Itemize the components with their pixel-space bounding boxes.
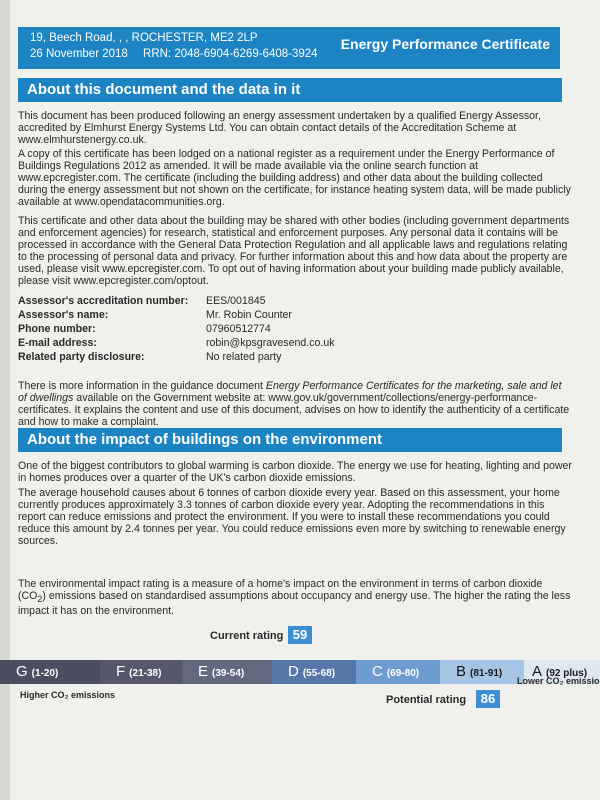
band-f [100, 660, 182, 684]
impact-paragraph-3 [18, 578, 573, 617]
certificate-header-bar [18, 27, 560, 69]
assessor-label: E-mail address: [18, 337, 97, 349]
guidance-text-end: available on the Government website at: www.gov.uk/government/collections/energy-performance-certificates. It explains the content and use of this document, advises on how to identify the authenticity of a certificate and how to make a complaint. [18, 392, 570, 428]
band-range: (55-68) [302, 668, 336, 679]
band-e [182, 660, 272, 684]
assessor-value: EES/001845 [206, 295, 266, 307]
potential-rating-badge: 86 [476, 690, 500, 708]
assessor-row [18, 294, 573, 308]
impact-paragraph-2: The average household causes about 6 tonnes of carbon dioxide every year. Based on this assessment, your home currently produces approximately 3.3 tonnes of carbon dioxide every year. Adopting the recommendations in this report can reduce emissions and protect the environment. If you were to install these recommendations you could reduce this amount by 2.4 tonnes per year. You could reduce emissions even more by switching to renewable energy sources. [18, 487, 566, 547]
current-rating-label: Current rating [210, 630, 284, 642]
assessor-row [18, 308, 573, 322]
band-range: (92 plus) [546, 668, 588, 679]
band-letter: E [198, 663, 209, 680]
higher-emissions-label: Higher CO₂ emissions [20, 690, 116, 700]
certificate-title: Energy Performance Certificate [340, 36, 550, 52]
band-letter: A [532, 663, 543, 680]
band-letter: D [288, 663, 299, 680]
guidance-document-title: Energy Performance Certificates for the marketing, sale and let of dwellings [18, 380, 562, 404]
certificate-date: 26 November 2018 [30, 48, 128, 60]
assessor-row [18, 350, 573, 364]
guidance-text-start: There is more information in the guidance document [18, 380, 266, 392]
band-range: (1-20) [31, 668, 59, 679]
band-c [356, 660, 440, 684]
band-letter: C [372, 663, 383, 680]
about-paragraph-2: A copy of this certificate has been lodged on a national register as a requirement under the Energy Performance of Buildings Regulations 2012 as amended. It will be made available via the online search function at www.epcregister.com. The certificate (including the building address) and other data about the building collected during the energy assessment but not shown on the certificate, for instance heating system data, will be made publicly available at www.opendatacommunities.org. [18, 148, 571, 208]
assessor-label: Related party disclosure: [18, 351, 145, 363]
band-range: (69-80) [386, 668, 420, 679]
about-paragraph-1: This document has been produced following an energy assessment undertaken by a qualified Energy Assessor, accredited by Elmhurst Energy Systems Ltd. You can obtain contact details of the Accreditation Scheme at www.elmhurstenergy.co.uk. [18, 110, 541, 146]
band-letter: B [456, 663, 467, 680]
band-range: (21-38) [129, 668, 162, 679]
band-d [272, 660, 356, 684]
band-range: (39-54) [212, 668, 245, 679]
assessor-label: Assessor's name: [18, 309, 109, 321]
certificate-rrn: RRN: 2048-6904-6269-6408-3924 [143, 48, 318, 60]
assessor-label: Phone number: [18, 323, 96, 335]
assessor-row [18, 336, 573, 350]
impact-paragraph-1: One of the biggest contributors to global warming is carbon dioxide. The energy we use for heating, lighting and power in homes produces over a quarter of the UK's carbon dioxide emissions. [18, 460, 572, 484]
assessor-label: Assessor's accreditation number: [18, 295, 189, 307]
band-g [0, 660, 100, 684]
co2-subscript: 2 [37, 594, 43, 605]
property-address: 19, Beech Road, , , ROCHESTER, ME2 2LP [30, 32, 258, 44]
assessor-details [18, 294, 573, 364]
about-paragraph-3: This certificate and other data about the building may be shared with other bodies (including government departments and enforcement agencies) for research, statistical and enforcement purposes. Any personal data it contains will be processed in accordance with the General Data Protection Regulation and all applicable laws and regulations relating to the processing of personal data and privacy. For further information about this and how data about the property are used, please visit www.epcregister.com. To opt out of having information about your building made publicly available, please visit www.epcregister.com/optout. [18, 215, 570, 287]
assessor-value: 07960512774 [206, 323, 271, 335]
guidance-paragraph [18, 380, 573, 428]
band-letter: F [116, 663, 126, 680]
band-range: (81-91) [470, 668, 503, 679]
impact-text-start: The environmental impact rating is a measure of a home's impact on the environment in terms of carbon dioxide (CO [18, 578, 543, 602]
current-rating-badge: 59 [288, 626, 312, 644]
certificate-meta [30, 48, 330, 60]
environmental-impact-scale [0, 660, 600, 684]
about-document-heading: About this document and the data in it [18, 78, 562, 102]
potential-rating-label: Potential rating [386, 694, 467, 706]
assessor-value: robin@kpsgravesend.co.uk [206, 337, 335, 349]
assessor-value: Mr. Robin Counter [206, 309, 292, 321]
impact-text-end: ) emissions based on standardised assumptions about occupancy and energy use. The higher the rating the less impact it has on the environment. [18, 590, 571, 618]
impact-heading: About the impact of buildings on the environment [18, 428, 562, 452]
assessor-row [18, 322, 573, 336]
band-letter: G [16, 663, 28, 680]
assessor-value: No related party [206, 351, 282, 363]
band-b [440, 660, 524, 684]
lower-emissions-label: Lower CO₂ emissio [517, 676, 600, 686]
